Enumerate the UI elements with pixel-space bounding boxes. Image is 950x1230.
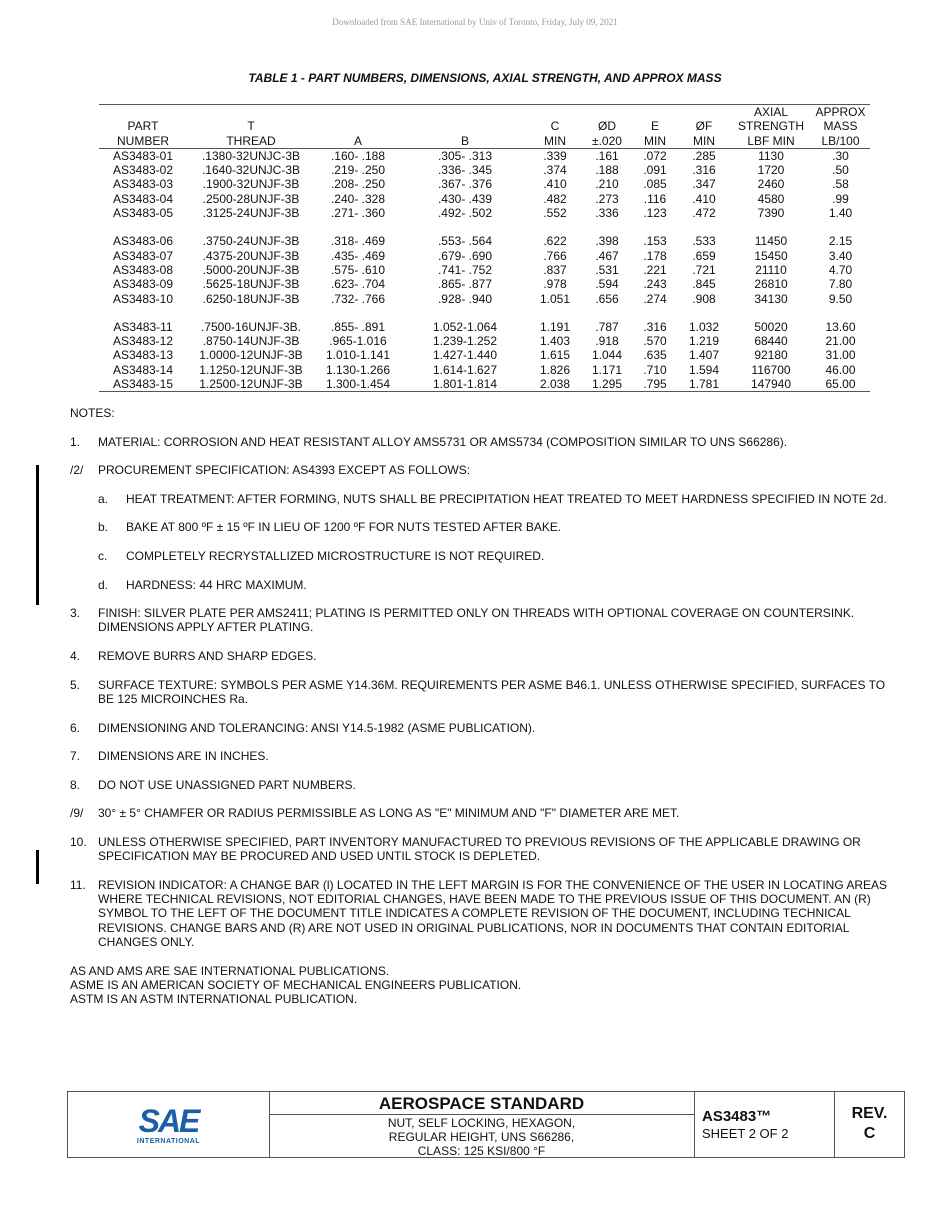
table-cell: 1.239-1.252	[432, 334, 498, 349]
table-cell: 1.130-1.266	[325, 362, 391, 377]
table-cell: .50	[832, 163, 849, 178]
document-number: AS3483™	[702, 1108, 772, 1125]
table-cell: .845	[692, 277, 716, 292]
table-cell: .085	[643, 177, 667, 192]
table-cell: AS3483-01	[112, 148, 174, 163]
table-cell: .531	[595, 262, 619, 277]
note-number: /9/	[70, 806, 84, 821]
note-number: 1.	[70, 434, 81, 449]
table-cell: AS3483-04	[112, 191, 174, 206]
note-number: 5.	[70, 677, 81, 692]
note-number: 7.	[70, 749, 81, 764]
table-cell: .316	[643, 319, 667, 334]
description-line: REGULAR HEIGHT, UNS S66286,	[388, 1130, 575, 1144]
table-row	[99, 206, 870, 220]
table-cell: .978	[543, 277, 567, 292]
note-2d	[98, 578, 890, 592]
table-cell: 1.614-1.627	[432, 362, 498, 377]
header-cell: C	[550, 119, 560, 134]
table-cell: .367- .376	[437, 177, 493, 192]
group-spacer	[99, 306, 870, 320]
header-cell	[315, 105, 401, 120]
table-row	[99, 249, 870, 263]
table-cell: 1.295	[581, 377, 633, 392]
table-row	[99, 320, 870, 334]
table-cell: .787	[595, 319, 619, 334]
part-description	[269, 1115, 694, 1158]
table-cell: .208- .250	[330, 177, 386, 192]
table-cell: 21.00	[825, 334, 856, 349]
table-cell: .58	[832, 177, 849, 192]
table-cell: .623- .704	[330, 277, 386, 292]
subnote-letter: d.	[98, 577, 109, 592]
table-cell: AS3483-13	[112, 348, 174, 363]
table-cell: .271- .360	[330, 206, 386, 221]
table-cell: 2460	[757, 177, 785, 192]
note-text: FINISH: SILVER PLATE PER AMS2411; PLATING IS PERMITTED ONLY ON THREADS WITH OPTIONAL COVERAGE ON COUNTERSINK. DIMENSIONS APPLY AFTER PLATING.	[98, 606, 855, 635]
header-cell: MIN	[633, 134, 677, 149]
table-cell: 9.50	[828, 291, 853, 306]
table-cell: .435- .469	[330, 248, 386, 263]
table-cell: .1380-32UNJC-3B	[201, 148, 301, 163]
note-8	[70, 778, 890, 792]
header-cell: PART	[127, 119, 159, 134]
revision-value: C	[863, 1125, 876, 1142]
table-cell: 2.15	[828, 234, 853, 249]
table-cell: 21110	[755, 262, 787, 277]
table-cell: 1.032	[688, 319, 720, 334]
header-row-1	[99, 105, 870, 120]
note-number: 8.	[70, 777, 81, 792]
table-cell: .116	[643, 191, 667, 206]
table-cell: .398	[595, 234, 619, 249]
table-cell: AS3483-09	[112, 277, 174, 292]
header-cell	[401, 105, 529, 120]
header-cell	[99, 105, 187, 120]
table-cell: .575- .610	[330, 262, 386, 277]
header-cell: AXIAL	[731, 105, 811, 120]
table-cell: .410	[692, 191, 716, 206]
note-11	[70, 878, 890, 949]
table-cell: 34130	[754, 291, 788, 306]
table-cell: .430- .439	[437, 191, 493, 206]
table-cell: .467	[595, 248, 619, 263]
table-cell: .482	[543, 191, 567, 206]
table-cell: .656	[595, 291, 619, 306]
note-10	[70, 835, 890, 864]
table-cell: .5625-18UNJF-3B	[202, 277, 300, 292]
table-cell: AS3483-03	[112, 177, 174, 192]
table-cell: 50020	[754, 319, 788, 334]
header-cell: ØD	[598, 119, 616, 134]
header-cell: MASS	[823, 119, 858, 134]
table-cell: .178	[643, 248, 667, 263]
note-number: 10.	[70, 834, 87, 849]
note-number: 6.	[70, 720, 81, 735]
table-cell: .622	[543, 234, 567, 249]
subnote-text: COMPLETELY RECRYSTALLIZED MICROSTRUCTURE IS NOT REQUIRED.	[126, 548, 545, 563]
table-cell: .594	[595, 277, 619, 292]
table-cell: 1.0000-12UNJF-3B	[199, 348, 303, 363]
table-cell: .741- .752	[437, 262, 493, 277]
header-row-3	[99, 134, 870, 149]
header-cell: NUMBER	[99, 134, 187, 149]
header-cell	[677, 105, 731, 120]
note-text: DIMENSIONING AND TOLERANCING: ANSI Y14.5-1982 (ASME PUBLICATION).	[98, 720, 536, 735]
table-cell: AS3483-15	[99, 377, 187, 392]
table-cell: .552	[543, 206, 567, 221]
table-cell: .570	[643, 334, 667, 349]
table-cell: 1.40	[828, 206, 853, 221]
table-cell: .3125-24UNJF-3B	[202, 206, 300, 221]
header-cell: STRENGTH	[738, 119, 804, 134]
note-text: SURFACE TEXTURE: SYMBOLS PER ASME Y14.36M. REQUIREMENTS PER ASME B46.1. UNLESS OTHERWISE SPECIFIED, SURFACES TO BE 125 MICROINCHES Ra.	[98, 677, 886, 706]
note-text: REMOVE BURRS AND SHARP EDGES.	[98, 649, 317, 664]
header-cell: LBF MIN	[731, 134, 811, 149]
table-row	[99, 363, 870, 377]
note-6	[70, 721, 890, 735]
description-line: CLASS: 125 KSI/800 °F	[417, 1144, 546, 1158]
subnote-text: HARDNESS: 44 HRC MAXIMUM.	[126, 577, 307, 592]
header-cell: B	[401, 134, 529, 149]
note-text: REVISION INDICATOR: A CHANGE BAR (l) LOCATED IN THE LEFT MARGIN IS FOR THE CONVENIENCE OF THE USER IN LOCATING AREAS WHERE TECHNICAL REVISIONS, NOT EDITORIAL CHANGES, HAVE BEEN MADE TO THE PREVIOUS ISSUE OF THIS DOCUMENT. AN (R) SYMBOL TO THE LEFT OF THE DOCUMENT TITLE INDICATES A COMPLETE REVISION OF THE DOCUMENT, INCLUDING TECHNICAL REVISIONS. CHANGE BARS AND (R) ARE NOT USED IN ORIGINAL PUBLICATIONS, NOR IN DOCUMENTS THAT CONTAIN EDITORIAL CHANGES ONLY.	[98, 877, 888, 949]
note-text: DIMENSIONS ARE IN INCHES.	[98, 749, 269, 764]
standard-title: AEROSPACE STANDARD	[269, 1092, 694, 1115]
note-text: PROCUREMENT SPECIFICATION: AS4393 EXCEPT AS FOLLOWS:	[98, 463, 471, 478]
table-cell: 65.00	[811, 377, 870, 392]
note-2b	[98, 520, 890, 534]
table-cell: 13.60	[825, 319, 856, 334]
table-cell: .347	[692, 177, 716, 192]
table-cell: .336- .345	[437, 163, 493, 178]
table-cell: 7390	[757, 206, 785, 221]
table-cell: .336	[595, 206, 619, 221]
table-cell: 1.191	[539, 319, 571, 334]
table-cell: .635	[643, 348, 667, 363]
subnote-text: BAKE AT 800 ºF ± 15 ºF IN LIEU OF 1200 ºF FOR NUTS TESTED AFTER BAKE.	[126, 520, 562, 535]
table-cell: AS3483-05	[112, 206, 174, 221]
note-text: 30° ± 5° CHAMFER OR RADIUS PERMISSIBLE AS LONG AS "E" MINIMUM AND "F" DIAMETER ARE MET.	[98, 806, 680, 821]
table-cell: 1.826	[539, 362, 571, 377]
table-cell: 1.010-1.141	[325, 348, 391, 363]
table-cell: 4.70	[828, 262, 853, 277]
table-cell: .918	[595, 334, 619, 349]
subnote-letter: c.	[98, 548, 108, 563]
sae-logo: SAE	[138, 1102, 199, 1139]
spacer-cell	[99, 220, 870, 234]
table-cell: .721	[692, 262, 716, 277]
table-cell: 1.781	[677, 377, 731, 392]
note-text: DO NOT USE UNASSIGNED PART NUMBERS.	[98, 777, 356, 792]
publication-references	[70, 964, 890, 1007]
table-cell: .410	[543, 177, 567, 192]
table-cell: AS3483-12	[112, 334, 174, 349]
table-cell: .6250-18UNJF-3B	[202, 291, 300, 306]
note-text: MATERIAL: CORROSION AND HEAT RESISTANT ALLOY AMS5731 OR AMS5734 (COMPOSITION SIMILAR TO UNS S66286).	[98, 434, 788, 449]
table-cell: .1640-32UNJC-3B	[201, 163, 301, 178]
header-cell	[529, 105, 581, 120]
table-cell: .795	[633, 377, 677, 392]
table-cell: AS3483-07	[112, 248, 174, 263]
header-cell: E	[650, 119, 659, 134]
download-watermark: Downloaded from SAE International by Univ of Toronto, Friday, July 09, 2021	[332, 17, 618, 27]
parts-table	[99, 104, 870, 392]
table-cell: 4580	[757, 191, 785, 206]
header-cell	[581, 105, 633, 120]
table-row	[99, 192, 870, 206]
table-cell: .210	[595, 177, 619, 192]
table-cell: AS3483-11	[113, 319, 173, 334]
table-cell: 46.00	[825, 362, 856, 377]
header-cell	[187, 105, 315, 120]
table-cell: .855- .891	[330, 319, 386, 334]
table-cell: .243	[643, 277, 667, 292]
table-cell: 1.407	[688, 348, 720, 363]
table-cell: AS3483-10	[112, 291, 174, 306]
table-title: TABLE 1 - PART NUMBERS, DIMENSIONS, AXIAL STRENGTH, AND APPROX MASS	[248, 71, 722, 85]
table-cell: 7.80	[828, 277, 853, 292]
table-cell: AS3483-08	[112, 262, 174, 277]
table-row	[99, 377, 870, 392]
header-cell: ØF	[695, 119, 713, 134]
table-cell: .965-1.016	[329, 334, 387, 349]
table-cell: 1.052-1.064	[432, 319, 498, 334]
table-cell: .533	[692, 234, 716, 249]
table-cell: 68440	[754, 334, 788, 349]
table-cell: .153	[643, 234, 667, 249]
table-cell: 1.2500-12UNJF-3B	[187, 377, 315, 392]
header-cell: APPROX	[811, 105, 870, 120]
parts-table-body	[99, 148, 870, 391]
table-cell: 26810	[754, 277, 788, 292]
logo-cell	[68, 1092, 270, 1157]
table-cell: .3750-24UNJF-3B	[202, 234, 300, 249]
note-5	[70, 678, 890, 707]
header-cell	[315, 119, 401, 133]
table-cell: 92180	[754, 348, 788, 363]
table-cell: .274	[643, 291, 667, 306]
table-cell: 1.594	[688, 362, 720, 377]
table-row	[99, 348, 870, 362]
table-cell: .30	[832, 148, 849, 163]
sae-logo-subtitle: INTERNATIONAL	[136, 1137, 201, 1145]
table-cell: .679- .690	[437, 248, 493, 263]
document-cell	[694, 1092, 835, 1157]
title-block	[67, 1091, 905, 1158]
reference-line: ASTM IS AN ASTM INTERNATIONAL PUBLICATION.	[70, 992, 358, 1007]
table-cell: .928- .940	[437, 291, 493, 306]
table-cell: .2500-28UNJF-3B	[202, 191, 300, 206]
table-row	[99, 292, 870, 306]
table-cell: .4375-20UNJF-3B	[202, 248, 300, 263]
table-cell: .091	[643, 163, 667, 178]
table-cell: .553- .564	[437, 234, 493, 249]
note-2a	[98, 492, 890, 506]
table-cell: 2.038	[529, 377, 581, 392]
table-cell: AS3483-06	[112, 234, 174, 249]
table-cell: .659	[692, 248, 716, 263]
table-cell: 11450	[754, 234, 788, 249]
note-text: UNLESS OTHERWISE SPECIFIED, PART INVENTORY MANUFACTURED TO PREVIOUS REVISIONS OF THE APPLICABLE DRAWING OR SPECIFICATION MAY BE PROCURED AND USED UNTIL STOCK IS DEPLETED.	[98, 834, 861, 864]
revision-label: REV.	[851, 1105, 888, 1122]
table-cell: 1.1250-12UNJF-3B	[199, 362, 303, 377]
table-row	[99, 334, 870, 348]
notes-heading: NOTES:	[70, 406, 115, 420]
table-cell: 1.427-1.440	[432, 348, 498, 363]
spacer-cell	[99, 306, 870, 320]
table-cell: AS3483-14	[112, 362, 174, 377]
table-cell: 1.801-1.814	[401, 377, 529, 392]
note-number: 3.	[70, 606, 81, 621]
header-cell: LB/100	[811, 134, 870, 149]
note-4	[70, 649, 890, 663]
table-cell: 1.044	[591, 348, 623, 363]
table-cell: 1.051	[539, 291, 571, 306]
table-cell: .492- .502	[437, 206, 493, 221]
table-cell: .273	[595, 191, 619, 206]
note-number: /2/	[70, 463, 84, 478]
header-cell: T	[247, 119, 255, 134]
note-9	[70, 806, 890, 820]
notes-section	[70, 406, 890, 1006]
table-cell: .5000-20UNJF-3B	[202, 262, 300, 277]
table-cell: 15450	[754, 248, 788, 263]
table-cell: .339	[543, 148, 567, 163]
table-row	[99, 177, 870, 191]
table-cell: 1.615	[539, 348, 571, 363]
note-number: 4.	[70, 649, 81, 664]
table-cell: .472	[692, 206, 716, 221]
subnote-letter: b.	[98, 520, 109, 535]
table-cell: .188	[595, 163, 619, 178]
table-cell: 31.00	[825, 348, 856, 363]
table-cell: 116700	[751, 362, 791, 377]
table-cell: 1.171	[591, 362, 623, 377]
reference-line: ASME IS AN AMERICAN SOCIETY OF MECHANICAL ENGINEERS PUBLICATION.	[70, 977, 522, 992]
table-row	[99, 148, 870, 163]
table-cell: .374	[543, 163, 567, 178]
table-cell: .072	[643, 148, 667, 163]
change-bar	[36, 850, 39, 884]
table-cell: 1720	[757, 163, 785, 178]
table-cell: .766	[543, 248, 567, 263]
table-cell: .305- .313	[437, 148, 493, 163]
table-cell: .316	[692, 163, 716, 178]
table-cell: .837	[543, 262, 567, 277]
header-cell: A	[315, 134, 401, 149]
table-cell: .1900-32UNJF-3B	[202, 177, 300, 192]
note-7	[70, 749, 890, 763]
table-cell: .865- .877	[437, 277, 493, 292]
header-cell: MIN	[677, 134, 731, 149]
subnote-text: HEAT TREATMENT: AFTER FORMING, NUTS SHALL BE PRECIPITATION HEAT TREATED TO MEET HARDNESS SPECIFIED IN NOTE 2d.	[126, 491, 887, 506]
table-cell: 1.403	[539, 334, 571, 349]
revision-cell	[835, 1092, 904, 1157]
table-cell: .221	[643, 262, 667, 277]
header-cell: MIN	[529, 134, 581, 149]
note-1	[70, 435, 890, 449]
table-cell: .160- .188	[330, 148, 386, 163]
note-2c	[98, 549, 890, 563]
header-row-2	[99, 119, 870, 133]
table-cell: .123	[643, 206, 667, 221]
header-cell: ±.020	[581, 134, 633, 149]
header-cell	[401, 119, 529, 133]
note-number: 11.	[70, 877, 86, 892]
header-cell: THREAD	[187, 134, 315, 149]
note-3	[70, 606, 890, 635]
table-cell: .318- .469	[330, 234, 386, 249]
reference-line: AS AND AMS ARE SAE INTERNATIONAL PUBLICATIONS.	[70, 963, 390, 978]
table-row	[99, 234, 870, 248]
table-row	[99, 163, 870, 177]
table-cell: .219- .250	[330, 163, 386, 178]
title-cell	[269, 1092, 695, 1157]
table-cell: .7500-16UNJF-3B.	[200, 319, 302, 334]
table-cell: .161	[595, 148, 619, 163]
header-cell	[633, 105, 677, 120]
table-cell: .99	[832, 191, 849, 206]
table-cell: .732- .766	[330, 291, 386, 306]
description-line: NUT, SELF LOCKING, HEXAGON,	[387, 1116, 576, 1130]
table-row	[99, 277, 870, 291]
subnote-letter: a.	[98, 491, 109, 506]
note-2	[70, 463, 890, 592]
table-row	[99, 263, 870, 277]
table-cell: 1.300-1.454	[315, 377, 401, 392]
table-cell: 147940	[731, 377, 811, 392]
table-cell: AS3483-02	[112, 163, 174, 178]
table-cell: 3.40	[828, 248, 853, 263]
sheet-number: SHEET 2 OF 2	[702, 1126, 789, 1141]
table-cell: .8750-14UNJF-3B	[202, 334, 300, 349]
table-cell: .710	[643, 362, 667, 377]
table-cell: .240- .328	[330, 191, 386, 206]
table-cell: .908	[692, 291, 716, 306]
table-cell: .285	[692, 148, 716, 163]
change-bar	[36, 465, 39, 605]
group-spacer	[99, 220, 870, 234]
table-cell: 1.219	[688, 334, 720, 349]
table-cell: 1130	[758, 148, 784, 163]
